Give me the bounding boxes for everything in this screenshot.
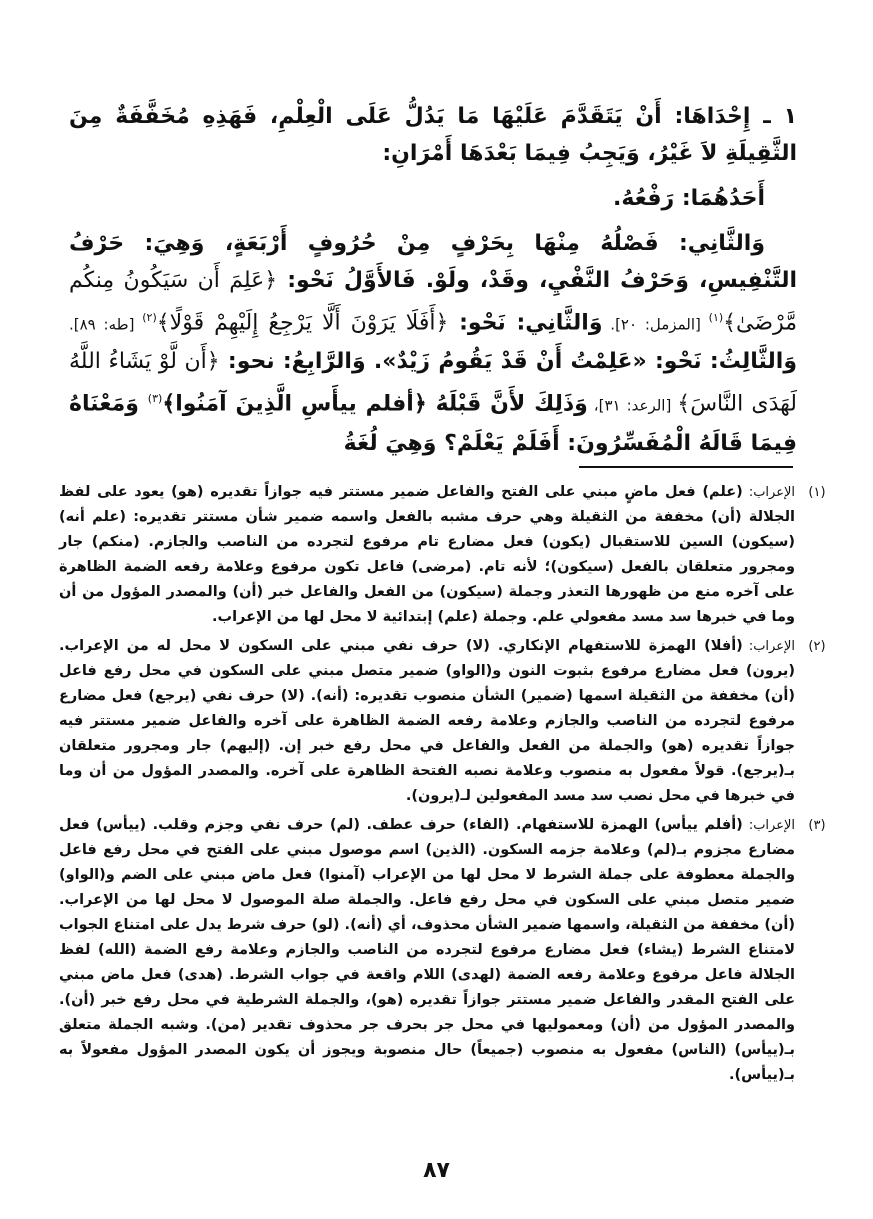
footnote-1 — [59, 480, 839, 630]
footnote-label: الإعراب: — [748, 639, 795, 654]
footnote-2 — [59, 634, 839, 809]
footnote-text: (أفلم ييأس) الهمزة للاستفهام. (الفاء) حرف عطف. (لم) حرف نفي وجزم وقلب. (ييأس) فعل مضارع مجزوم بـ(لم) وعلامة جزمه السكون. (الذين) اسم موصول مبني على الفتح في محل رفع فاعل والجملة معطوفة على جملة الشرط لا محل لها من الإعراب (آمنوا) فعل ماض مبني على الضم و(الواو) ضمير متصل مبني على السكون في محل رفع فاعل. والجملة صلة الموصول لا محل لها من الإعراب. (أن) مخففة من الثقيلة، واسمها ضمير الشأن محذوف، أي (أنه). (لو) حرف شرط يدل على امتناع الجواب لامتناع الشرط (يشاء) فعل مضارع مرفوع لتجرده من الناصب والجازم وعلامة رفع الضمة (الله) لفظ الجلالة فاعل مرفوع وعلامة رفعه الضمة (لهدى) اللام واقعة في جواب الشرط. (هدى) فعل ماض مبني على الفتح المقدر والفاعل ضمير مستتر جوازاً تقديره (هو)، والجملة الشرطية في محل رفع خبر (أن). والمصدر المؤول من (أن) ومعموليها في محل جر بحرف جر محذوف تقدير (من). وشبه الجملة متعلق بـ(ييأس) (الناس) مفعول به منصوب (جميعاً) حال منصوبة ويجوز أن يكون المصدر المؤول مفعولاً به بـ(ييأس). — [59, 817, 795, 1083]
footnote-number: (٢) — [808, 639, 826, 654]
footnote-marker-3: (٣) — [147, 392, 163, 406]
footnote-number: (٣) — [808, 818, 826, 833]
footnote-body — [59, 813, 795, 1088]
quran-verse-3: ﴿أَن لَّوْ يَشَاءُ اللَّهُ لَهَدَى النَّاسَ﴾ — [69, 349, 797, 417]
paragraph-3-part-a: وَالثَّانِي: فَصْلُهُ مِنْهَا بِحَرْفٍ مِنْ حُرُوفٍ أَرْبَعَةٍ، وَهِيَ: حَرْفُ التَّنْفِيسِ، وَحَرْفُ النَّفْيِ، وقَدْ، ولَوْ. فَالأَوَّلُ نَحْو: — [69, 231, 797, 293]
footnote-text: (علم) فعل ماضٍ مبني على الفتح والفاعل ضمير مستتر فيه جوازاً تقديره (هو) يعود على لفظ الجلالة (أن) مخففة من الثقيلة وهي حرف مشبه بالفعل واسمه ضمير شأن مستتر تقديره: (علم أنه) (سيكون) السين للاستقبال (يكون) فعل مضارع تام مرفوع لتجرده من الناصب والجازم. (منكم) جار ومجرور متعلقان بالفعل (سيكون)؛ لأنه تام. (مرضى) فاعل تكون مرفوع وعلامة رفعه الضمة الظاهرة على آخره منع من ظهورها التعذر وجملة (سيكون) من الفعل والفاعل خبر (أن) والمصدر المؤول من أن وما في خبرها سد مسد مفعولي علم. وجملة (علم) إبتدائية لا محل لها من الإعراب. — [59, 484, 795, 625]
footnote-marker-2: (٢) — [142, 311, 157, 324]
page-number: ٨٧ — [423, 1158, 450, 1183]
verse-reference-3: [الرعد: ٣١]، — [587, 396, 678, 415]
footnote-3 — [59, 813, 839, 1088]
footnote-label: الإعراب: — [748, 485, 795, 500]
quran-verse-1: ﴿عَلِمَ أَن سَيَكُونُ مِنكُم مَّرْضَىٰ﴾ — [69, 268, 797, 336]
paragraph-3-part-d: وَذَلِكَ لأَنَّ قَبْلَهُ ﴿أفلم ييأَسِ الَّذِينَ آمَنُوا﴾ — [162, 391, 588, 417]
paragraph-3-part-b: وَالثَّانِي: نَحْو: — [448, 310, 603, 336]
paragraph-2: أَحَدُهُمَا: رَفْعُهُ. — [612, 186, 765, 211]
footnote-separator — [579, 466, 793, 468]
main-text-block — [69, 98, 797, 462]
paragraph-3-part-e: وَمَعْنَاهُ فِيمَا قَالَهُ الْمُفَسِّرُونَ: أَفَلَمْ يَعْلَمْ؟ وَهِيَ لُغَةُ — [69, 391, 797, 456]
footnote-body — [59, 634, 795, 809]
paragraph-3 — [69, 225, 797, 462]
footnote-label: الإعراب: — [748, 818, 795, 833]
verse-reference-1: [المزمل: ٢٠]. — [602, 315, 709, 334]
footnotes-section — [59, 480, 839, 1092]
paragraph-3-part-c: وَالثَّالِثُ: نَحْو: «عَلِمْتُ أَنْ قَدْ يَقُومُ زَيْدٌ». وَالرَّابِعُ: نحو: — [219, 349, 798, 375]
quran-verse-2: ﴿أَفَلَا يَرَوْنَ أَلَّا يَرْجِعُ إِلَيْهِمْ قَوْلًا﴾ — [156, 310, 449, 336]
footnote-text: (أفلا) الهمزة للاستفهام الإنكاري. (لا) حرف نفي مبني على السكون لا محل له من الإعراب. (يرون) فعل مضارع مرفوع بثبوت النون و(الواو) ضمير متصل مبني على السكون في محل رفع فاعل (أن) مخففة من الثقيلة اسمها (ضمير) الشأن منصوب تقديره: (أنه). (لا) حرف نفي (يرجع) فعل مضارع مرفوع لتجرده من الناصب والجازم وعلامة رفعه الضمة الظاهرة على آخره والفاعل ضمير مستتر فيه جوازاً تقديره (هو) والجملة من الفعل والفاعل في محل رفع خبر إن. (إليهم) جار ومجرور متعلقان بـ(يرجع). قولاً مفعول به منصوب وعلامة نصبه الفتحة الظاهرة على آخره. والمصدر المؤول من أن وما في خبرها في محل نصب سد مسد المفعولين لـ(يرون). — [59, 638, 795, 804]
paragraph-1: ١ ـ إِحْدَاهَا: أَنْ يَتَقَدَّمَ عَلَيْهَا مَا يَدُلُّ عَلَى الْعِلْمِ، فَهَذِهِ مُخَفَّفَةٌ مِنَ الثَّقِيلَةِ لاَ غَيْرُ، وَيَجِبُ فِيمَا بَعْدَهَا أَمْرَانِ: — [69, 104, 797, 166]
footnote-marker-1: (١) — [708, 311, 724, 324]
verse-reference-2: [طه: ٨٩]. — [69, 315, 143, 334]
footnote-number: (١) — [808, 485, 826, 500]
footnote-body — [59, 480, 795, 630]
